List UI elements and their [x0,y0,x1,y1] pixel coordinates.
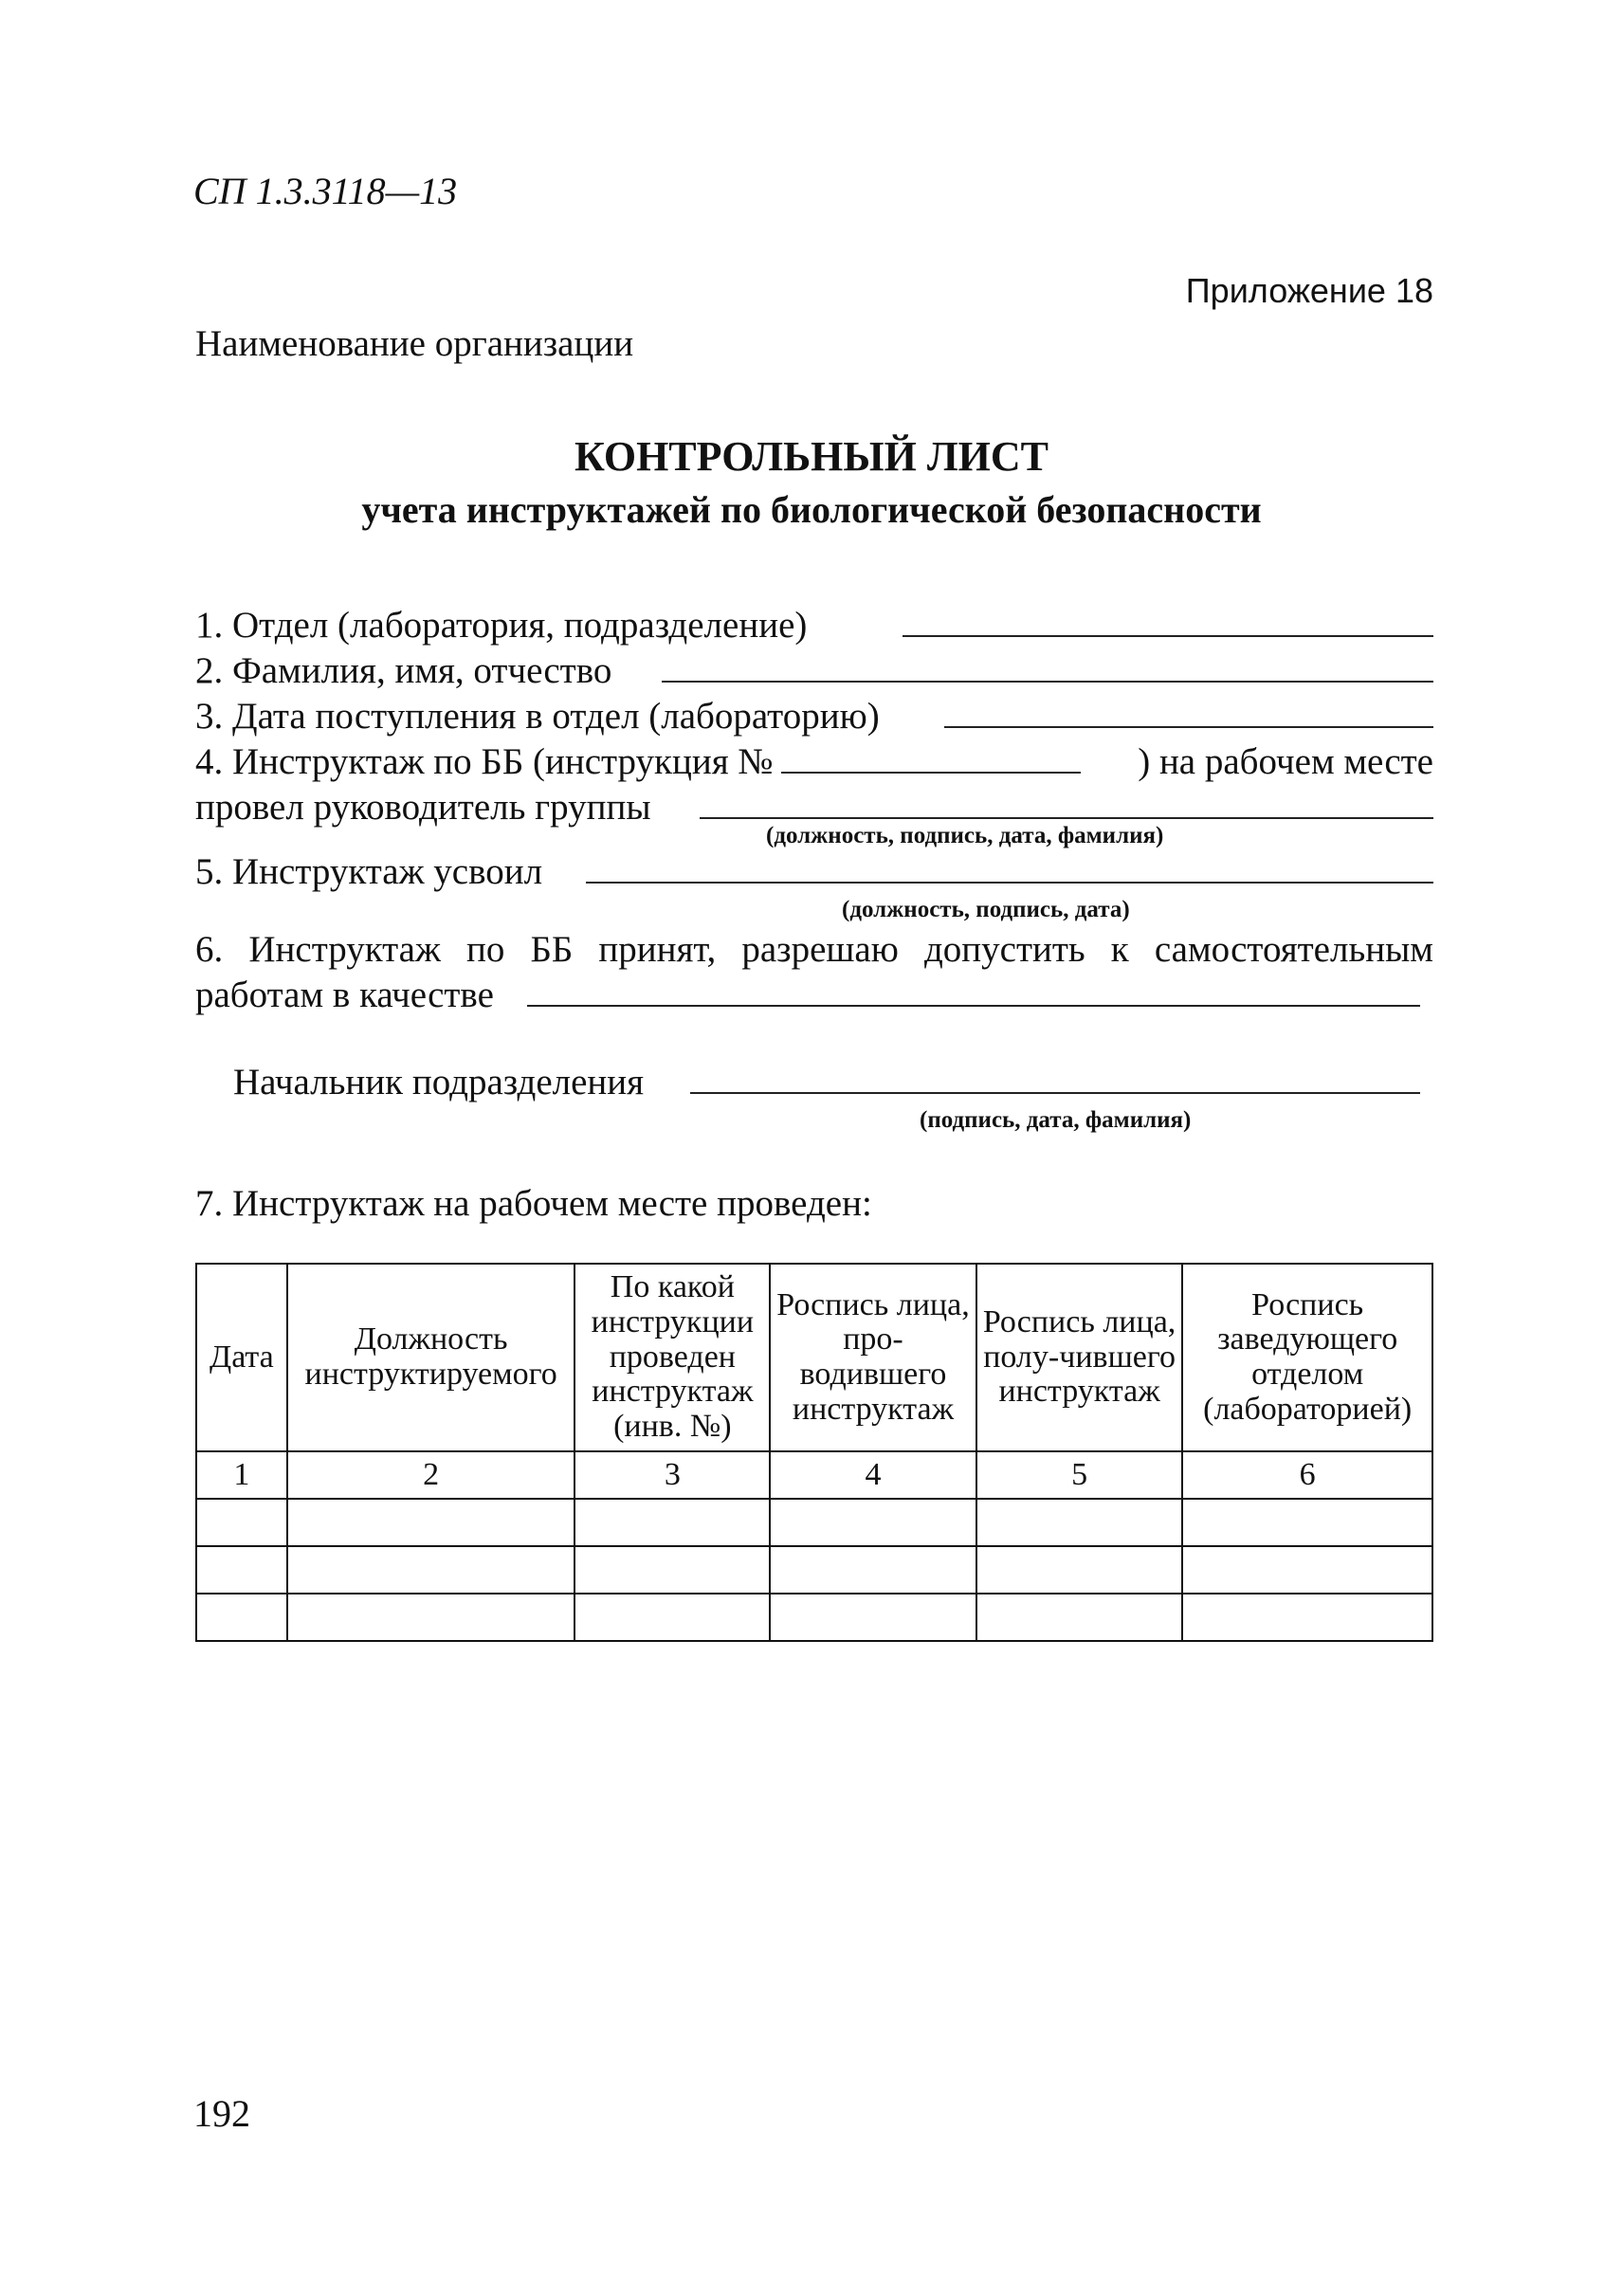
field-instruction-number-blank[interactable] [781,772,1081,774]
field-department-blank[interactable] [903,635,1433,637]
field-instruction-label: 4. Инструктаж по ББ (инструкция № [195,741,774,782]
instruction-log-table [195,1263,1433,1642]
col-header-date: Дата [196,1264,287,1451]
table-cell[interactable] [574,1594,770,1641]
field-learned-label: 5. Инструктаж усвоил [195,851,543,892]
table-cell[interactable] [196,1499,287,1546]
column-number: 5 [976,1451,1183,1499]
field-chief [233,1058,1420,1103]
table-cell[interactable] [196,1546,287,1594]
organization-name-label: Наименование организации [195,323,634,364]
field-group-leader-blank[interactable] [700,817,1433,819]
table-cell[interactable] [287,1546,575,1594]
table-cell[interactable] [976,1594,1183,1641]
document-subtitle: учета инструктажей по биологической безопасности [361,488,1262,531]
document-code: СП 1.3.3118—13 [193,170,458,212]
column-number: 4 [770,1451,976,1499]
table-cell[interactable] [287,1499,575,1546]
field-start-date-label: 3. Дата поступления в отдел (лабораторию) [195,696,880,737]
col-header-instruction-number: По какой инструкции проведен инструктаж (инв. №) [574,1264,770,1451]
column-number: 2 [287,1451,575,1499]
column-number: 6 [1182,1451,1432,1499]
field-instruction-label-end: ) на рабочем месте [1138,741,1433,782]
table-cell[interactable] [770,1546,976,1594]
table-cell[interactable] [976,1546,1183,1594]
field-full-name-blank[interactable] [662,681,1433,683]
col-header-instructor-signature: Роспись лица, про-водившего инструктаж [770,1264,976,1451]
field-chief-caption: (подпись, дата, фамилия) [920,1107,1192,1133]
field-group-leader [195,783,1433,829]
table-cell[interactable] [1182,1594,1432,1641]
field-learned [195,847,1433,893]
table-cell[interactable] [196,1594,287,1641]
column-number: 1 [196,1451,287,1499]
field-workplace-instruction-label: 7. Инструктаж на рабочем месте проведен: [195,1183,872,1224]
appendix-label: Приложение 18 [1185,271,1433,310]
field-chief-blank[interactable] [690,1092,1420,1094]
field-workplace-instruction [195,1179,1433,1225]
field-permission-label: 6. Инструктаж по ББ принят, разрешаю допустить к самостоятельным [195,929,1433,970]
field-department-label: 1. Отдел (лаборатория, подразделение) [195,605,808,646]
table-row [196,1499,1432,1546]
field-work-role [195,971,1420,1016]
col-header-position: Должность инструктируемого [287,1264,575,1451]
field-full-name [195,647,1433,692]
table-cell[interactable] [574,1546,770,1594]
col-header-head-signature: Роспись заведующего отделом (лабораторией) [1182,1264,1432,1451]
field-group-leader-caption: (должность, подпись, дата, фамилия) [766,823,1164,848]
field-permission [195,925,1433,971]
table-cell[interactable] [1182,1499,1432,1546]
field-work-role-label: работам в качестве [195,975,494,1015]
field-chief-label: Начальник подразделения [233,1062,645,1102]
page-number: 192 [193,2092,250,2135]
column-number: 3 [574,1451,770,1499]
field-full-name-label: 2. Фамилия, имя, отчество [195,650,612,691]
field-start-date-blank[interactable] [944,726,1433,728]
table-cell[interactable] [287,1594,575,1641]
field-start-date [195,692,1433,738]
table-cell[interactable] [1182,1546,1432,1594]
table-header-row [196,1264,1432,1451]
field-group-leader-label: провел руководитель группы [195,787,651,828]
table-row [196,1546,1432,1594]
table-cell[interactable] [574,1499,770,1546]
column-number-row [196,1451,1432,1499]
field-instruction [195,738,1433,783]
col-header-recipient-signature: Роспись лица, полу-чившего инструктаж [976,1264,1183,1451]
field-learned-caption: (должность, подпись, дата) [842,897,1130,922]
field-work-role-blank[interactable] [527,1005,1420,1007]
field-department [195,601,1433,647]
table-cell[interactable] [770,1499,976,1546]
table-row [196,1594,1432,1641]
field-learned-blank[interactable] [586,882,1433,884]
table-cell[interactable] [770,1594,976,1641]
table-cell[interactable] [976,1499,1183,1546]
document-title: КОНТРОЛЬНЫЙ ЛИСТ [574,433,1049,480]
